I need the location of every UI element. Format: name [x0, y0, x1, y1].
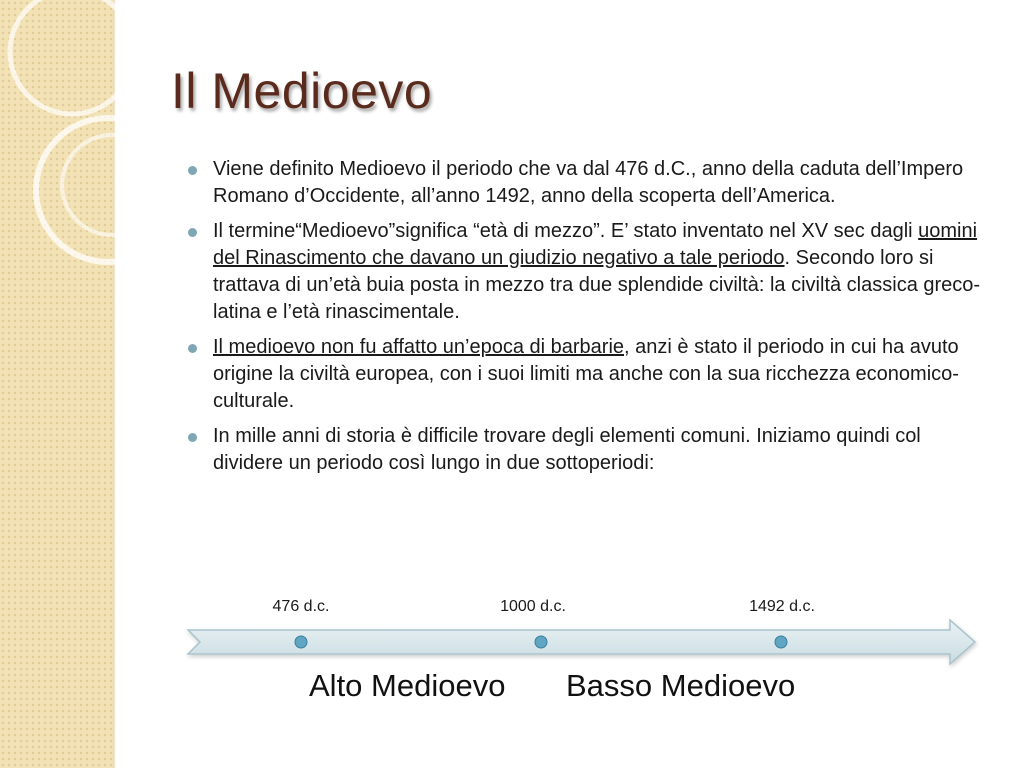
- bullet-text: Il termine“Medioevo”significa “età di mezzo”. E’ stato inventato nel XV sec dagli: [213, 220, 919, 242]
- timeline-label-1000: 1000 d.c.: [500, 598, 566, 615]
- period-alto-medioevo: Alto Medioevo: [309, 668, 506, 703]
- bullet-text: Viene definito Medioevo il periodo che va dal 476 d.C., anno della caduta dell’Impero Romano d’Occidente, all’anno 1492, anno della scoperta dell’America.: [213, 158, 964, 207]
- timeline-label-1492: 1492 d.c.: [749, 598, 815, 615]
- timeline-marker-1000: [535, 636, 547, 648]
- bullet-text-underlined: Il medioevo non fu affatto un’epoca di barbarie: [213, 336, 625, 358]
- timeline-label-476: 476 d.c.: [272, 598, 330, 615]
- timeline-marker-1492: [775, 636, 787, 648]
- slide-title: Il Medioevo: [171, 63, 433, 119]
- period-basso-medioevo: Basso Medioevo: [566, 668, 796, 703]
- bullet-text: , anzi è stato il periodo in cui ha avuto origine la civiltà europea, con i suoi limiti ma anche con la sua ricchezza economico-culturale.: [213, 336, 959, 412]
- bullet-text: . Secondo loro si trattava di un’età buia posta in mezzo tra due splendide civiltà: la civiltà classica greco-latina e l’età rinascimentale.: [213, 247, 981, 323]
- timeline-marker-476: [295, 636, 307, 648]
- bullet-text: In mille anni di storia è difficile trovare degli elementi comuni. Iniziamo quindi col dividere un periodo così lungo in due sottoperiodi:: [213, 425, 921, 474]
- bullet-text-underlined: uomini del Rinascimento che davano un giudizio negativo a tale periodo: [213, 220, 978, 269]
